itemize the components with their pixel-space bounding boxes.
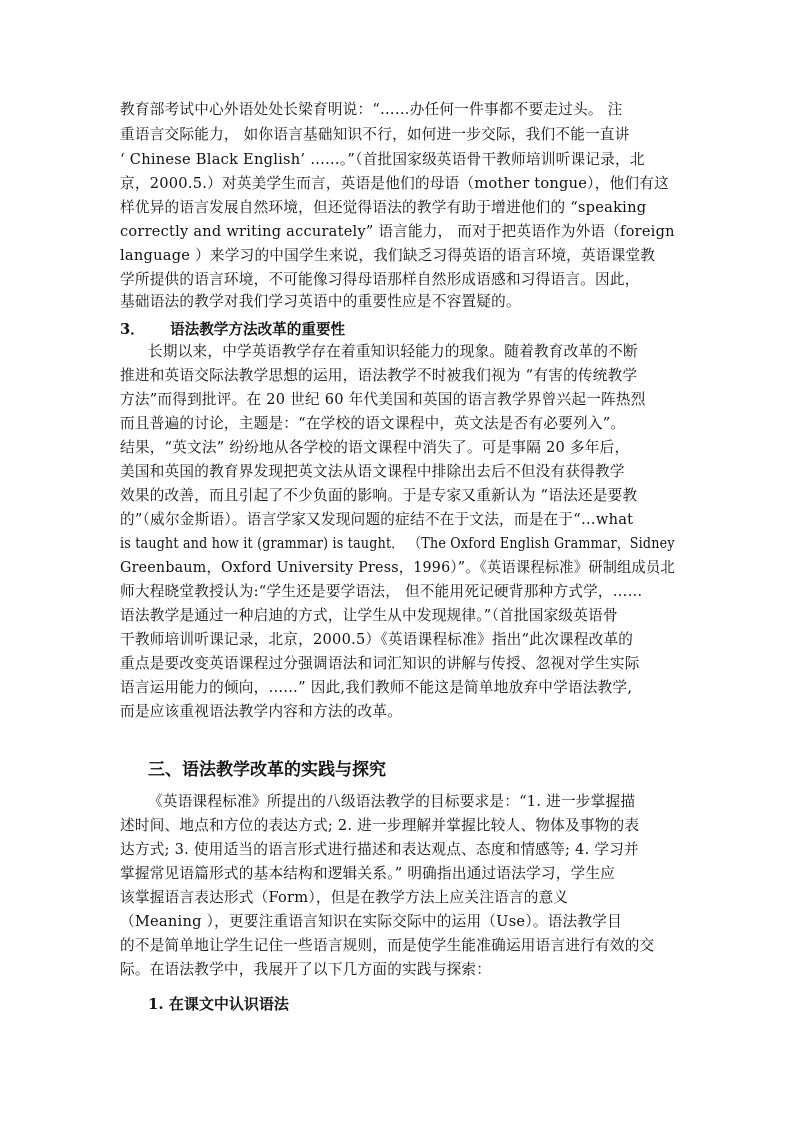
paragraph-line: 述时间、地点和方位的表达方式; 2. 进一步理解并掌握比较人、物体及事物的表 <box>120 817 640 834</box>
paragraph-line: language ）来学习的中国学生来说，我们缺乏习得英语的语言环境，英语课堂教 <box>120 247 656 264</box>
section-number: 3． <box>120 321 145 338</box>
paragraph-line: ‘ Chinese Black English’ ……。”（首批国家级英语骨干教师培训听课记录，北 <box>120 151 645 168</box>
paragraph-line: 达方式; 3. 使用适当的语言形式进行描述和表达观点、态度和情感等; 4. 学习并 <box>120 841 639 858</box>
paragraph-line: 而且普遍的讨论，主题是：“在学校的语文课程中，英文法是否有必要列入”。 <box>120 415 626 432</box>
paragraph-line: 学所提供的语言环境，不可能像习得母语那样自然形成语感和习得语言。因此， <box>120 271 640 288</box>
paragraph-line: 际。在语法教学中，我展开了以下几方面的实践与探索： <box>120 961 492 978</box>
chapter-heading: 三、语法教学改革的实践与探究 <box>148 760 386 780</box>
paragraph-line: 教育部考试中心外语处处长梁育明说：“……办任何一件事都不要走过头。 注 <box>120 101 623 118</box>
paragraph-line: 方法”而得到批评。在 20 世纪 60 年代美国和英国的语言教学界曾兴起一阵热烈 <box>120 391 646 408</box>
paragraph-line: 干教师培训听课记录，北京，2000.5）《英语课程标准》指出“此次课程改革的 <box>120 631 634 648</box>
paragraph-line: 重点是要改变英语课程过分强调语法和词汇知识的讲解与传授、忽视对学生实际 <box>120 655 640 672</box>
paragraph-line: 样优异的语言发展自然环境，但还觉得语法的教学有助于增进他们的 “speaking <box>120 199 647 216</box>
section-heading <box>120 318 345 339</box>
paragraph-line: Greenbaum，Oxford University Press，1996）”。《英语课程标准》研制组成员北 <box>120 559 675 576</box>
paragraph-line: 掌握常见语篇形式的基本结构和逻辑关系。” 明确指出通过语法学习，学生应 <box>120 865 616 882</box>
paragraph-line: 师大程晓堂教授认为:“学生还是要学语法， 但不能用死记硬背那种方式学，…… <box>120 583 643 600</box>
subsection-heading: 1. 在课文中认识语法 <box>148 995 289 1013</box>
paragraph-line: 该掌握语言表达形式（Form），但是在教学方法上应关注语言的意义 <box>120 889 569 906</box>
paragraph-line: 京，2000.5.）对英美学生而言，英语是他们的母语（mother tongue），他们有这 <box>120 175 669 192</box>
paragraph-line: 推进和英语交际法教学思想的运用，语法教学不时被我们视为 “有害的传统教学 <box>120 367 638 384</box>
paragraph-line: 结果，“英文法” 纷纷地从各学校的语文课程中消失了。可是事隔 20 多年后， <box>120 439 630 456</box>
paragraph-line: is taught and how it (grammar) is taught． （The Oxford English Grammar，Sidney <box>120 535 675 552</box>
paragraph-line: 的”（威尔金斯语）。语言学家又发现问题的症结不在于文法，而是在于“…what <box>120 511 634 528</box>
paragraph-line: 的不是简单地让学生记住一些语言规则，而是使学生能准确运用语言进行有效的交 <box>120 937 655 954</box>
paragraph-line: correctly and writing accurately” 语言能力， 而对于把英语作为外语（foreign <box>120 223 675 240</box>
paragraph-line: 语言运用能力的倾向，……” 因此,我们教师不能这是简单地放弃中学语法教学, <box>120 679 633 696</box>
paragraph-line: 重语言交际能力， 如你语言基础知识不行，如何进一步交际，我们不能一直讲 <box>120 126 630 143</box>
section-title: 语法教学方法改革的重要性 <box>170 321 346 338</box>
paragraph-line: 《英语课程标准》所提出的八级语法教学的目标要求是：“1. 进一步掌握描 <box>148 793 636 810</box>
paragraph-line: 而是应该重视语法教学内容和方法的改革。 <box>120 703 403 720</box>
paragraph-line: 长期以来，中学英语教学存在着重知识轻能力的现象。随着教育改革的不断 <box>148 343 638 360</box>
paragraph-line: 美国和英国的教育界发现把英文法从语文课程中排除出去后不但没有获得教学 <box>120 463 625 480</box>
paragraph-line: 基础语法的教学对我们学习英语中的重要性应是不容置疑的。 <box>120 293 521 310</box>
paragraph-line: 语法教学是通过一种启迪的方式，让学生从中发现规律。”（首批国家级英语骨 <box>120 607 618 624</box>
paragraph-line: 效果的改善，而且引起了不少负面的影响。于是专家又重新认为 “语法还是要教 <box>120 487 638 504</box>
paragraph-line: （Meaning ），更要注重语言知识在实际交际中的运用（Use）。语法教学目 <box>120 913 622 930</box>
